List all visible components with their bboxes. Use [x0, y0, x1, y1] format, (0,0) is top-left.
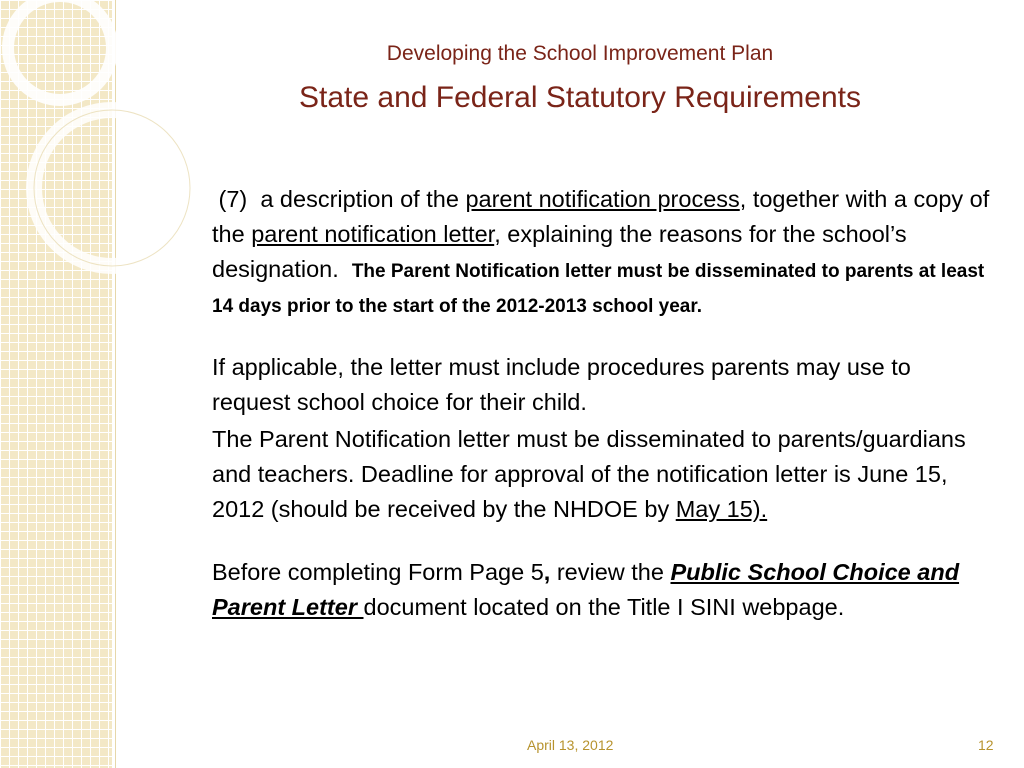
spacer — [212, 527, 992, 555]
p1-text-c: , explaining the reasons for the school’s designation. — [212, 221, 907, 282]
p3-text: The Parent Notification letter must be disseminated to parents/guardians and teachers. Deadline for approval of the notification letter is June 15, 2012 (should be received by the NHDOE by — [212, 426, 966, 522]
p1-bold-note: The Parent Notification letter must be disseminated to parents at least 14 days prior to the start of the 2012-2013 school year. — [212, 261, 985, 317]
paragraph-deadline — [212, 422, 992, 527]
paragraph-school-choice: If applicable, the letter must include procedures parents may use to request school choice for their child. — [212, 354, 911, 415]
p1-text-b: , together with a copy of the — [212, 186, 990, 247]
parent-notification-letter-link[interactable]: parent notification letter — [251, 221, 495, 247]
footer-date: April 13, 2012 — [527, 737, 614, 753]
public-school-choice-link[interactable]: Public School Choice and Parent Letter — [212, 559, 960, 620]
p4-text-b: review the — [550, 559, 671, 585]
slide-title: State and Federal Statutory Requirements — [299, 81, 861, 114]
p1-text-a: a description of the — [260, 186, 466, 212]
item-number: (7) — [218, 186, 248, 212]
slide-number: 12 — [978, 737, 994, 753]
p4-text-c: document located on the Title I SINI webpage. — [363, 594, 845, 620]
paragraph-requirement-7 — [212, 182, 992, 322]
may-15-link[interactable]: May 15). — [675, 496, 768, 522]
parent-notification-process-link[interactable]: parent notification process — [465, 186, 740, 212]
p4-comma: , — [543, 559, 551, 585]
paragraph-form-page — [212, 555, 992, 625]
slide-body — [212, 182, 992, 625]
ring-bottom — [34, 110, 190, 266]
p4-text-a: Before completing Form Page 5 — [212, 559, 544, 585]
slide-subtitle: Developing the School Improvement Plan — [386, 42, 774, 65]
spacer — [212, 322, 992, 350]
